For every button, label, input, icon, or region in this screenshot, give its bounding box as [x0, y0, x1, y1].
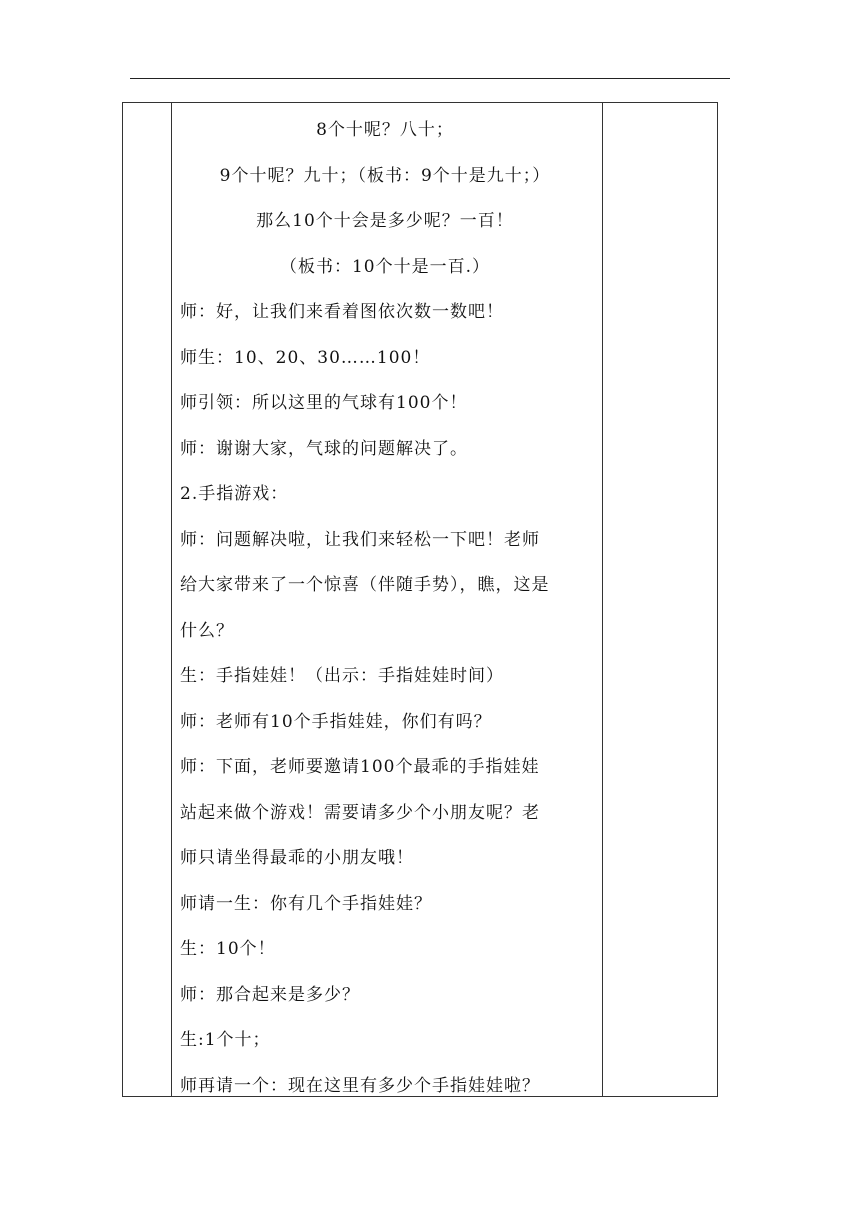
text-line: 9个十呢？九十；（板书：9个十是九十；）: [219, 165, 551, 186]
text-line: 师：问题解决啦，让我们来轻松一下吧！老师: [180, 529, 540, 550]
text-line: 生：手指娃娃！（出示：手指娃娃时间）: [180, 666, 504, 686]
text-line: 什么？: [180, 620, 234, 641]
text-line: 师生：10、20、30……100！: [180, 347, 431, 368]
text-line: 站起来做个游戏！需要请多少个小朋友呢？老: [180, 802, 540, 823]
text-line: 那么10个十会是多少呢？一百！: [256, 211, 514, 231]
text-line: 生：10个！: [180, 939, 276, 959]
text-line: 师：老师有10个手指娃娃，你们有吗？: [180, 711, 492, 732]
section-heading: 2.手指游戏：: [180, 484, 289, 504]
lesson-content-cell: [171, 108, 599, 1109]
text-line: 师只请坐得最乖的小朋友哦！: [180, 848, 414, 868]
text-line: 生:1个十；: [180, 1030, 271, 1050]
text-line: 给大家带来了一个惊喜（伴随手势），瞧，这是: [180, 575, 550, 595]
header-rule: [130, 78, 730, 79]
text-line: 8个十呢？八十；: [316, 120, 454, 140]
text-line: 师引领：所以这里的气球有100个！: [180, 393, 468, 413]
text-line: 师：谢谢大家，气球的问题解决了。: [180, 438, 468, 459]
text-line: 师：好，让我们来看着图依次数一数吧！: [180, 302, 504, 322]
text-line: 师：下面，老师要邀请100个最乖的手指娃娃: [180, 757, 540, 777]
text-line: （板书：10个十是一百.）: [279, 256, 491, 277]
text-line: 师请一生：你有几个手指娃娃？: [180, 893, 432, 914]
text-line: 师：那合起来是多少？: [180, 984, 360, 1005]
table-column-divider-right: [602, 103, 603, 1096]
text-line: 师再请一个：现在这里有多少个手指娃娃啦？: [180, 1075, 540, 1096]
